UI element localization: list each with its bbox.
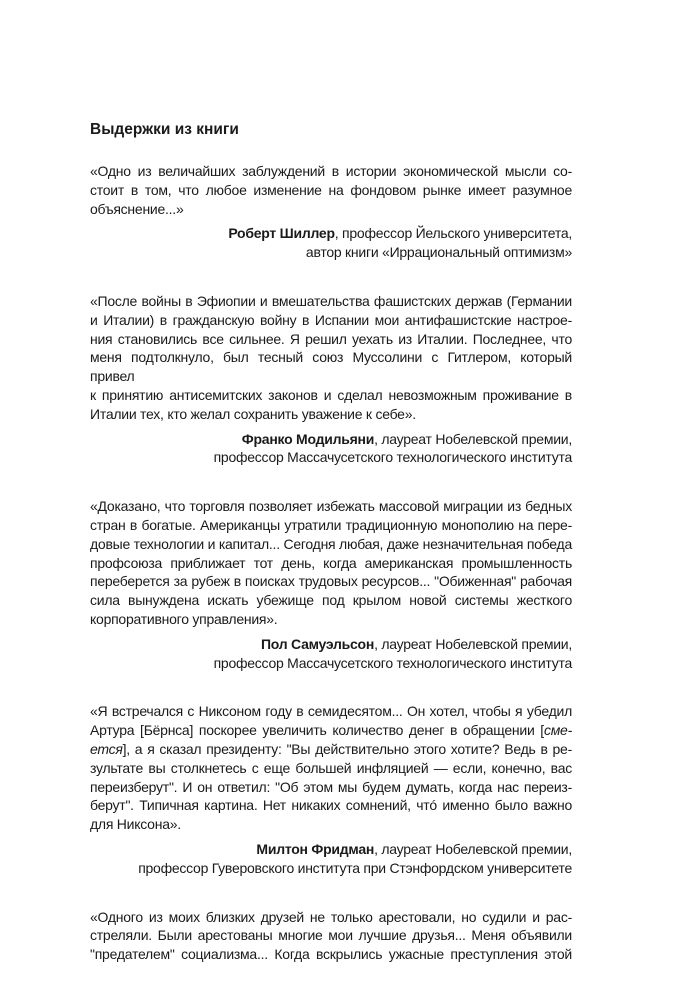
section-heading: Выдержки из книги: [90, 121, 239, 138]
text-segment: ния становились все сильнее. Я решил уехать из Италии. Последнее, что: [90, 330, 572, 347]
text-segment: "предателем" социализма... Когда вскрылись ужасные преступления этой: [90, 946, 572, 963]
text-segment: объяснение...»: [90, 200, 184, 217]
author-role-continued: профессор Массачусетского технологического института: [213, 449, 572, 466]
quote-attribution: [90, 840, 572, 878]
text-segment: для Никсона».: [90, 816, 181, 833]
text-segment: стран в богатые. Американцы утратили традиционную монополию на пере-: [90, 516, 572, 533]
attribution-line: [90, 430, 572, 449]
quote-text: [90, 162, 572, 218]
attribution-line: [90, 224, 572, 243]
author-role-continued: профессор Массачусетского технологического института: [213, 654, 572, 671]
quote-line: [90, 497, 572, 516]
quote-line: [90, 516, 572, 535]
quote-line: [90, 591, 572, 610]
text-segment: «Одно из величайших заблуждений в истории экономической мысли со-: [90, 163, 572, 179]
text-segment: к принятию антисемитских законов и сделал невозможным проживание в: [90, 386, 572, 403]
text-segment: профсоюза приближает тот день, когда американская промышленность: [90, 554, 572, 571]
quote-line: [90, 554, 572, 573]
quote-line: [90, 162, 572, 181]
author-role-continued: профессор Гуверовского института при Стэнфордском университете: [138, 859, 572, 876]
text-segment: стоит в том, что любое изменение на фондовом рынке имеет разумное: [90, 181, 572, 198]
attribution-line: [90, 635, 572, 654]
italic-segment: ется: [90, 740, 123, 757]
text-segment: ], а я сказал президенту: "Вы действительно этого хотите? Ведь в ре-: [122, 740, 572, 757]
text-segment: корпоративного управления».: [90, 610, 278, 627]
quote-line: [90, 200, 572, 219]
author-name: Пол Самуэльсон: [260, 635, 375, 652]
text-segment: Италии тех, кто желал сохранить уважение к себе».: [90, 405, 416, 422]
quote-line: [90, 572, 572, 591]
text-segment: сила вынуждена искать убежище под крылом новой системы жесткого: [90, 592, 572, 609]
author-name: Франко Модильяни: [241, 430, 375, 447]
quote-attribution: [90, 224, 572, 262]
author-role: , лауреат Нобелевской премии,: [374, 635, 572, 652]
quote-line: [90, 348, 572, 386]
quote-text: [90, 292, 572, 424]
quote-line: [90, 330, 572, 349]
text-segment: «После войны в Эфиопии и вмешательства фашистских держав (Германии: [90, 292, 572, 309]
quote-line: [90, 778, 572, 797]
quote-line: [90, 908, 572, 927]
author-role-continued: автор книги «Иррациональный оптимизм»: [305, 244, 572, 261]
quote-text: [90, 702, 572, 834]
quote-line: [90, 702, 572, 721]
author-role: , лауреат Нобелевской премии,: [374, 430, 572, 447]
quote-attribution: [90, 430, 572, 468]
quote-text: [90, 908, 572, 964]
text-segment: «Я встречался с Никсоном году в семидесятом... Он хотел, чтобы я убедил: [90, 703, 572, 720]
text-segment: Артура [Бёрнса] поскорее увеличить количество денег в обращении [: [90, 722, 544, 739]
quote-line: [90, 610, 572, 629]
quote-line: [90, 311, 572, 330]
text-segment: «Одного из моих близких друзей не только арестовали, но судили и рас-: [90, 908, 572, 925]
text-segment: переизберут". И он ответил: "Об этом мы будем думать, когда нас переиз-: [90, 778, 572, 795]
quote-line: [90, 945, 572, 964]
text-segment: переберется за рубеж в поисках трудовых ресурсов... "Обиженная" рабочая: [90, 573, 572, 590]
quote-line: [90, 926, 572, 945]
quote-line: [90, 405, 572, 424]
quotes-container: [90, 162, 572, 964]
text-segment: берут". Типичная картина. Нет никаких сомнений, чтó именно было важно: [90, 797, 572, 814]
quote-line: [90, 815, 572, 834]
text-segment: меня подтолкнуло, был тесный союз Муссолини с Гитлером, который привел: [90, 349, 572, 385]
text-segment: и Италии) в гражданскую войну в Испании мои антифашистские настрое-: [90, 311, 572, 328]
author-role: , профессор Йельского университета,: [334, 225, 572, 242]
quote-attribution: [90, 635, 572, 673]
quote-line: [90, 386, 572, 405]
text-segment: «Доказано, что торговля позволяет избежать массовой миграции из бедных: [90, 498, 572, 515]
quote-line: [90, 759, 572, 778]
author-name: Роберт Шиллер: [228, 225, 335, 242]
quote-line: [90, 292, 572, 311]
attribution-line: [90, 840, 572, 859]
italic-segment: сме-: [543, 722, 572, 739]
author-name: Милтон Фридман: [256, 840, 375, 857]
quote-line: [90, 181, 572, 200]
text-segment: зультате вы столкнетесь с еще большей инфляцией — если, конечно, вас: [90, 759, 572, 776]
quote-line: [90, 535, 572, 554]
quote-line: [90, 721, 572, 740]
quote-line: [90, 796, 572, 815]
text-segment: довые технологии и капитал... Сегодня любая, даже незначительная победа: [90, 535, 572, 552]
quote-text: [90, 497, 572, 629]
author-role: , лауреат Нобелевской премии,: [374, 840, 572, 857]
quote-line: [90, 740, 572, 759]
text-segment: стреляли. Были арестованы многие мои лучшие друзья... Меня объявили: [90, 927, 572, 944]
